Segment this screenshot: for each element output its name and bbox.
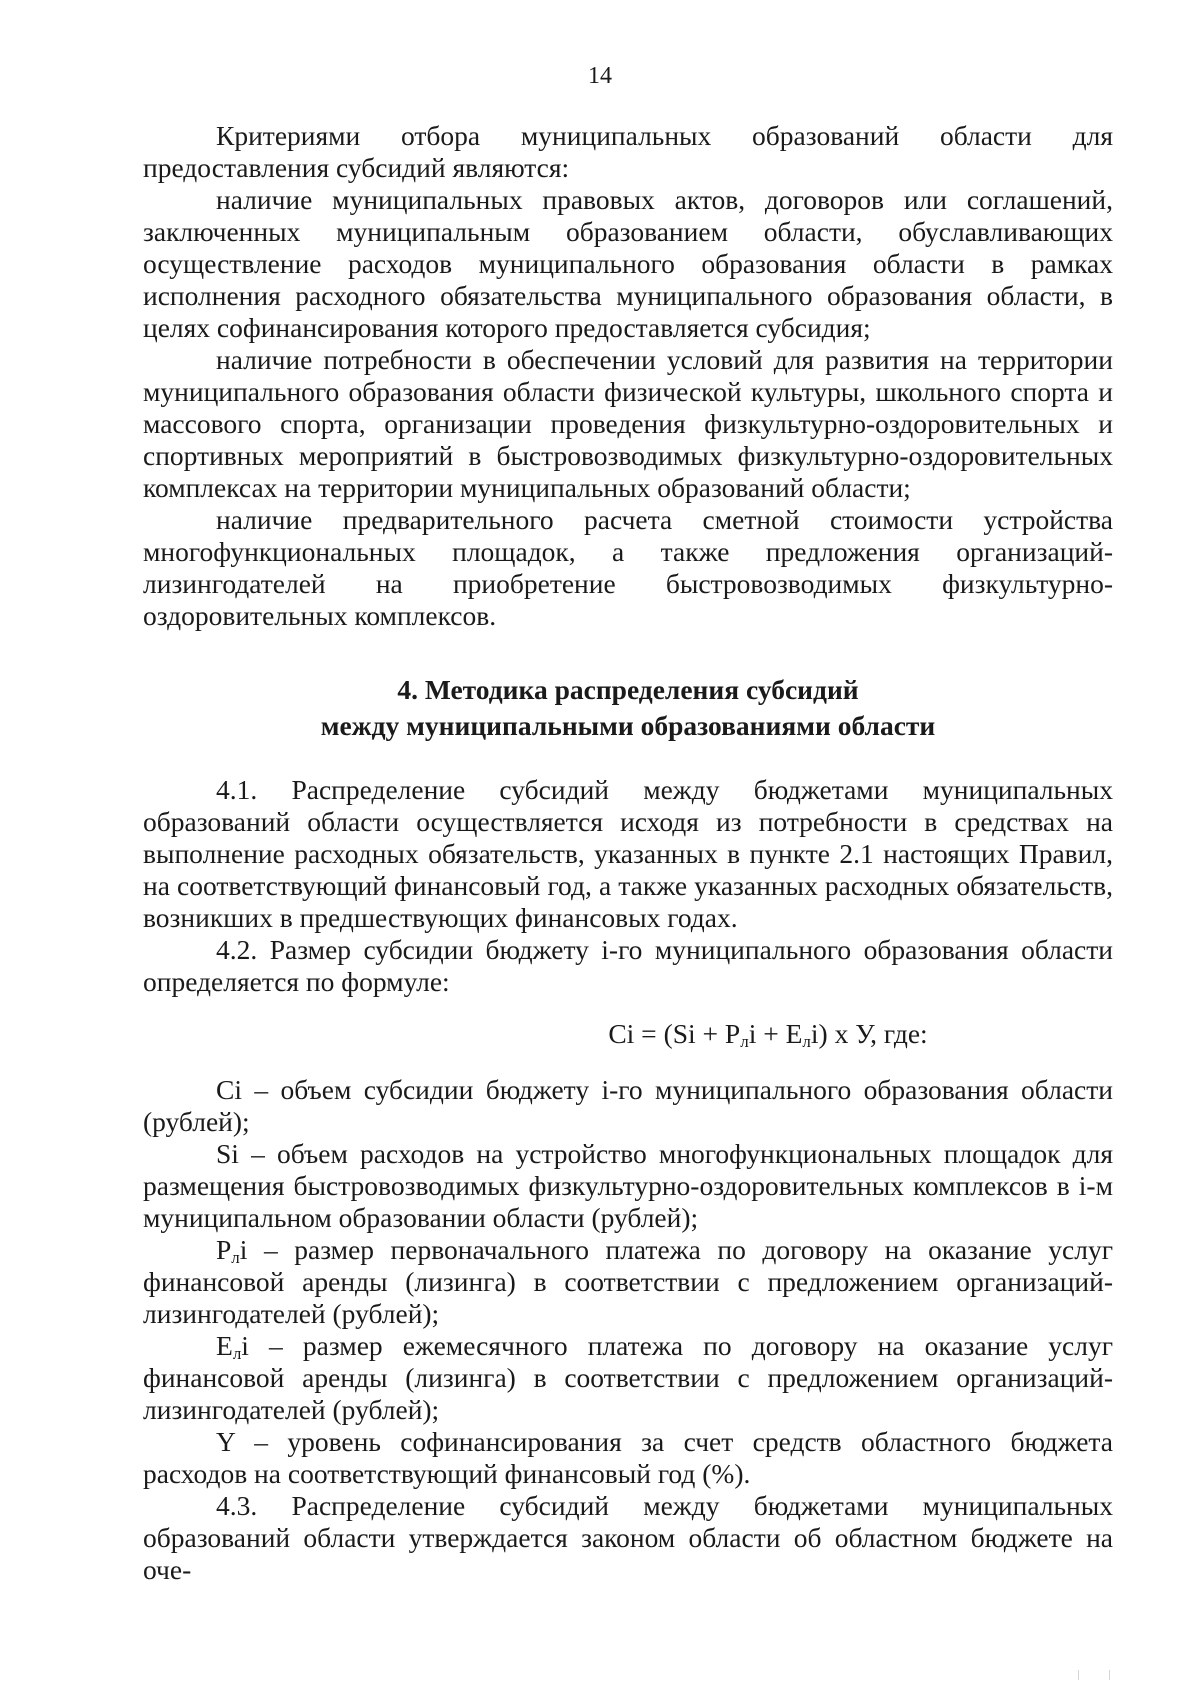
paragraph-4-1: 4.1. Распределение субсидий между бюджетами муниципальных образований области осуществляется исходя из потребности в средствах на выполнение расходных обязательств, указанных в пункте 2.1 настоящих Правил, на соответствующий финансовый год, а также указанных расходных обязательств, возникших в предшествующих финансовых годах. <box>143 774 1113 933</box>
definition-el-symbol: E <box>216 1330 233 1361</box>
criteria-intro: Критериями отбора муниципальных образований области для предоставления субсидий являются: <box>143 120 1113 183</box>
definition-ci: Ci – объем субсидии бюджету i-го муниципального образования области (рублей); <box>143 1074 1113 1137</box>
criteria-item-3: наличие предварительного расчета сметной стоимости устройства многофункциональных площадок, а также предложения организаций-лизингодателей на приобретение быстровозводимых физкультурно-оздоровительных комплексов. <box>143 504 1113 631</box>
definition-pl-text: i – размер первоначального платежа по договору на оказание услуг финансовой аренды (лизинга) в соответствии с предложением организаций-лизингодателей (рублей); <box>143 1234 1113 1329</box>
criteria-item-2: наличие потребности в обеспечении условий для развития на территории муниципального образования области физической культуры, школьного спорта и массового спорта, организации проведения физкультурно-оздоровительных и спортивных мероприятий в быстровозводимых физкультурно-оздоровительных комплексах на территории муниципальных образований области; <box>143 344 1113 503</box>
definition-el <box>143 1330 1113 1426</box>
formula-part-1: Ci = (Si + P <box>608 1018 741 1049</box>
formula-subscript-1: л <box>740 1032 749 1051</box>
page-number: 14 <box>588 63 612 89</box>
definition-pl <box>143 1234 1113 1330</box>
subsidy-formula <box>143 1018 1113 1050</box>
scan-artifact <box>1078 1670 1110 1680</box>
section-heading <box>143 672 1113 744</box>
definition-el-text: i – размер ежемесячного платежа по договору на оказание услуг финансовой аренды (лизинга) в соответствии с предложением организаций-лизингодателей (рублей); <box>143 1330 1113 1425</box>
formula-part-3: i) x У, где: <box>810 1018 928 1049</box>
body-text <box>143 120 1113 1586</box>
section-heading-line-2: между муниципальными образованиями области <box>320 710 936 741</box>
formula-subscript-2: л <box>802 1032 811 1051</box>
definition-pl-subscript: л <box>231 1248 240 1267</box>
formula-part-2: i + E <box>748 1018 803 1049</box>
definition-pl-symbol: P <box>216 1234 232 1265</box>
paragraph-4-3: 4.3. Распределение субсидий между бюджетами муниципальных образований области утверждается законом области об областном бюджете на оче- <box>143 1490 1113 1585</box>
criteria-item-1: наличие муниципальных правовых актов, договоров или соглашений, заключенных муниципальным образованием области, обуславливающих осуществление расходов муниципального образования области в рамках исполнения расходного обязательства муниципального образования области, в целях софинансирования которого предоставляется субсидия; <box>143 184 1113 343</box>
paragraph-4-2: 4.2. Размер субсидии бюджету i-го муниципального образования области определяется по формуле: <box>143 934 1113 997</box>
section-heading-line-1: 4. Методика распределения субсидий <box>397 674 859 705</box>
definition-y: Y – уровень софинансирования за счет средств областного бюджета расходов на соответствующий финансовый год (%). <box>143 1426 1113 1489</box>
definition-si: Si – объем расходов на устройство многофункциональных площадок для размещения быстровозводимых физкультурно-оздоровительных комплексов в i-м муниципальном образовании области (рублей); <box>143 1138 1113 1233</box>
definition-el-subscript: л <box>232 1344 242 1363</box>
